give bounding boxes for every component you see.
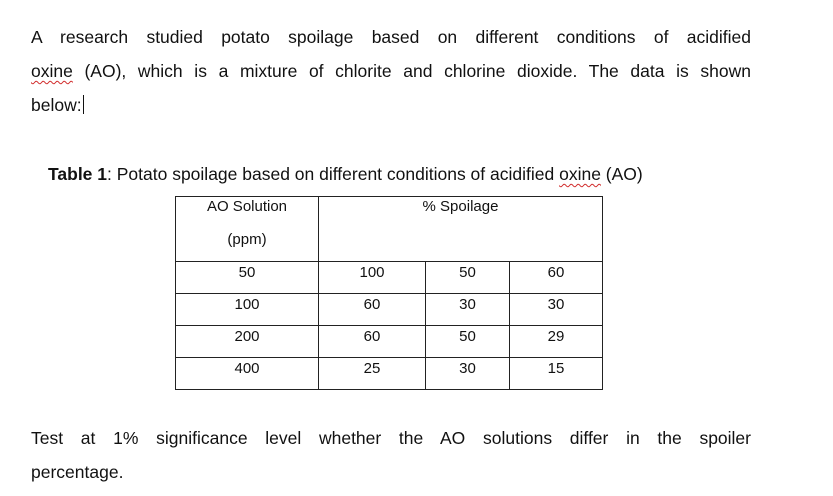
spellcheck-word-oxine: oxine bbox=[31, 61, 73, 81]
cell-value: 50 bbox=[426, 326, 510, 358]
header-ao-solution bbox=[176, 197, 319, 262]
table-row bbox=[176, 262, 603, 294]
header-spoilage: % Spoilage bbox=[319, 197, 603, 262]
cell-value: 15 bbox=[510, 358, 603, 390]
intro-line-1: A research studied potato spoilage based on different conditions of acidified bbox=[31, 27, 751, 47]
spellcheck-word-oxine-caption: oxine bbox=[559, 164, 601, 184]
table-caption-text: : Potato spoilage based on different conditions of acidified bbox=[107, 164, 560, 184]
question-line-1: Test at 1% significance level whether the AO solutions differ in the spoiler bbox=[31, 428, 751, 448]
intro-paragraph bbox=[31, 20, 751, 122]
cell-ao: 50 bbox=[176, 262, 319, 294]
cell-value: 30 bbox=[510, 294, 603, 326]
cell-value: 25 bbox=[319, 358, 426, 390]
cell-value: 30 bbox=[426, 358, 510, 390]
intro-line-2 bbox=[31, 54, 751, 88]
cell-value: 60 bbox=[319, 326, 426, 358]
table-caption-label: Table 1 bbox=[48, 164, 108, 184]
cell-value: 100 bbox=[319, 262, 426, 294]
cell-value: 29 bbox=[510, 326, 603, 358]
header-ao-line-1: AO Solution bbox=[206, 198, 288, 215]
table-row bbox=[176, 326, 603, 358]
spoilage-table bbox=[175, 196, 603, 390]
table-row bbox=[176, 294, 603, 326]
cell-ao: 200 bbox=[176, 326, 319, 358]
cell-value: 60 bbox=[319, 294, 426, 326]
intro-line-3-text: below: bbox=[31, 95, 82, 115]
cell-value: 30 bbox=[426, 294, 510, 326]
question-paragraph bbox=[31, 421, 751, 489]
question-line-2: percentage. bbox=[31, 462, 124, 482]
table-row bbox=[176, 358, 603, 390]
cell-ao: 400 bbox=[176, 358, 319, 390]
table-caption-suffix: (AO) bbox=[600, 164, 643, 184]
cell-ao: 100 bbox=[176, 294, 319, 326]
cell-value: 50 bbox=[426, 262, 510, 294]
table-header-row bbox=[176, 197, 603, 262]
table-caption bbox=[48, 160, 643, 188]
intro-line-3 bbox=[31, 88, 751, 122]
text-cursor bbox=[83, 95, 84, 114]
intro-line-2-text: (AO), which is a mixture of chlorite and chlorine dioxide. The data is shown bbox=[72, 61, 751, 81]
cell-value: 60 bbox=[510, 262, 603, 294]
header-ao-line-2: (ppm) bbox=[227, 231, 267, 248]
